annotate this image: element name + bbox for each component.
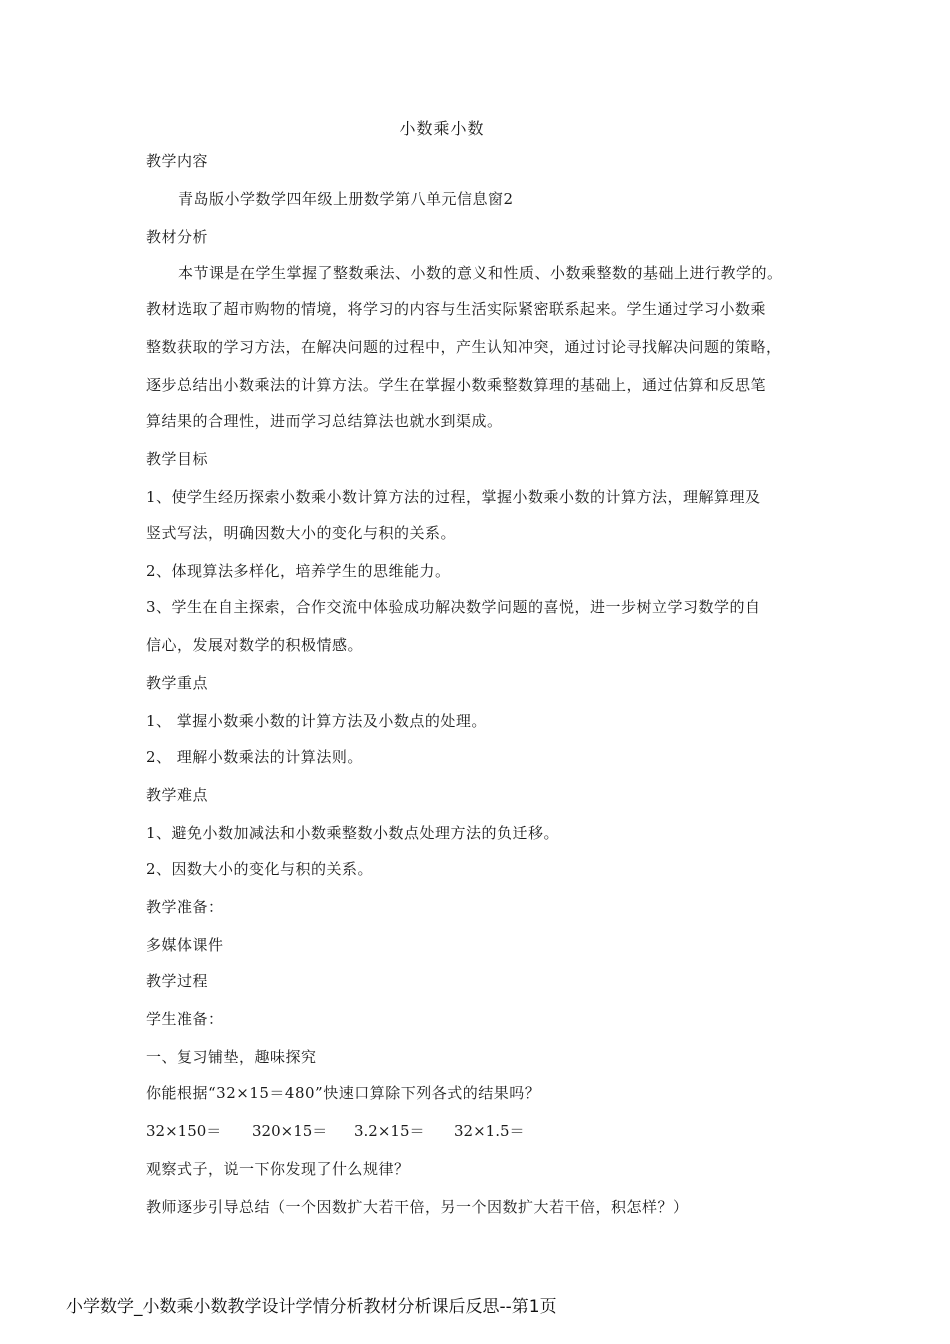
analysis-line: 算结果的合理性，进而学习总结算法也就水到渠成。 <box>146 412 503 430</box>
student-preparation: 学生准备： <box>146 1010 224 1028</box>
analysis-line: 教材选取了超市购物的情境，将学习的内容与生活实际紧密联系起来。学生通过学习小数乘 <box>146 300 767 318</box>
equation: 320×15＝ <box>252 1122 328 1140</box>
difficulty-line: 1、避免小数加减法和小数乘整数小数点处理方法的负迁移。 <box>146 824 560 842</box>
analysis-line: 逐步总结出小数乘法的计算方法。学生在掌握小数乘整数算理的基础上，通过估算和反思笔 <box>146 376 767 394</box>
heading-difficulty: 教学难点 <box>146 786 209 804</box>
key-line: 1、 掌握小数乘小数的计算方法及小数点的处理。 <box>146 712 487 730</box>
heading-analysis: 教材分析 <box>146 228 209 246</box>
heading-key-points: 教学重点 <box>146 674 209 692</box>
document-title: 小数乘小数 <box>399 119 485 138</box>
analysis-line: 整数获取的学习方法，在解决问题的过程中，产生认知冲突，通过讨论寻找解决问题的策略， <box>146 338 782 356</box>
step1-question: 你能根据“32×15＝480”快速口算除下列各式的结果吗？ <box>146 1084 541 1102</box>
goals-line: 信心，发展对数学的积极情感。 <box>146 636 364 654</box>
difficulty-line: 2、因数大小的变化与积的关系。 <box>146 860 374 878</box>
goals-line: 2、体现算法多样化，培养学生的思维能力。 <box>146 562 451 580</box>
heading-goals: 教学目标 <box>146 450 209 468</box>
goals-line: 3、学生在自主探索，合作交流中体验成功解决数学问题的喜悦，进一步树立学习数学的自 <box>146 598 761 616</box>
goals-line: 1、使学生经历探索小数乘小数计算方法的过程，掌握小数乘小数的计算方法，理解算理及 <box>146 488 761 506</box>
step1-heading: 一、复习铺垫，趣味探究 <box>146 1048 317 1066</box>
heading-preparation: 教学准备： <box>146 898 224 916</box>
analysis-line: 本节课是在学生掌握了整数乘法、小数的意义和性质、小数乘整数的基础上进行教学的。 <box>178 264 783 282</box>
heading-content: 教学内容 <box>146 152 209 170</box>
equation: 3.2×15＝ <box>354 1122 425 1140</box>
content-text: 青岛版小学数学四年级上册数学第八单元信息窗2 <box>178 190 514 208</box>
equation: 32×150＝ <box>146 1122 222 1140</box>
heading-process: 教学过程 <box>146 972 209 990</box>
key-line: 2、 理解小数乘法的计算法则。 <box>146 748 363 766</box>
teacher-summary: 教师逐步引导总结（一个因数扩大若干倍，另一个因数扩大若干倍，积怎样？） <box>146 1198 689 1216</box>
page-footer: 小学数学_小数乘小数教学设计学情分析教材分析课后反思--第1页 <box>66 1297 557 1317</box>
goals-line: 竖式写法，明确因数大小的变化与积的关系。 <box>146 524 457 542</box>
observe-prompt: 观察式子，说一下你发现了什么规律？ <box>146 1160 410 1178</box>
preparation-text: 多媒体课件 <box>146 936 224 954</box>
equation: 32×1.5＝ <box>454 1122 525 1140</box>
